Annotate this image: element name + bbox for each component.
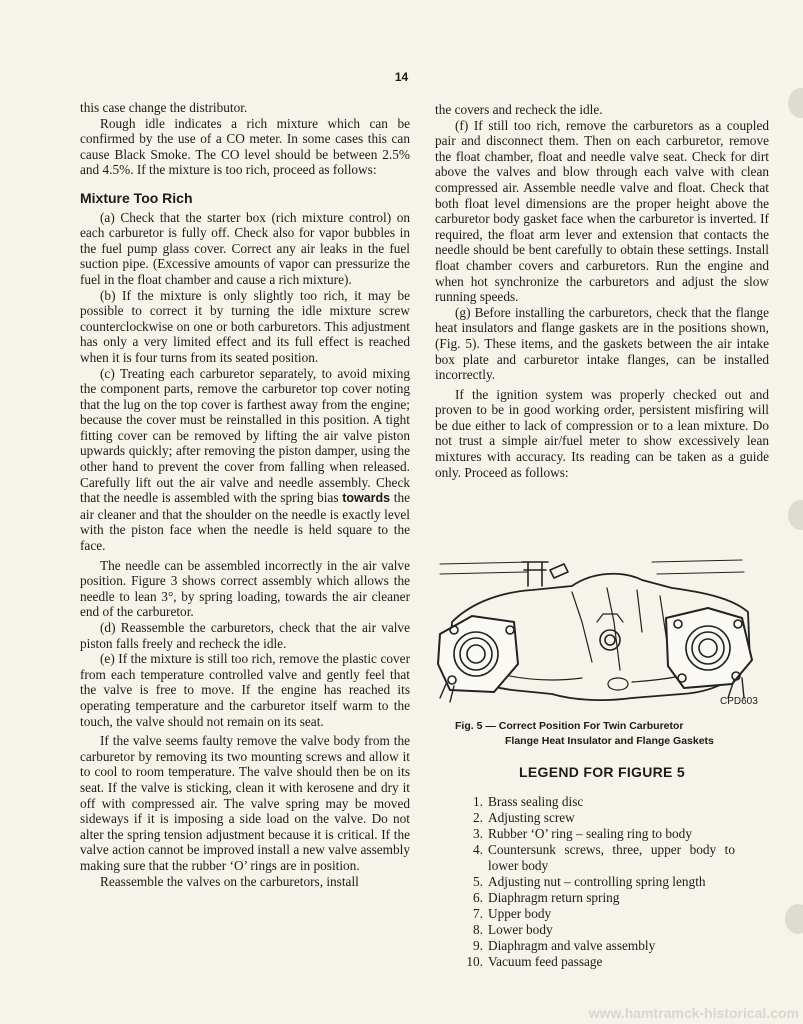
legend-item-text: Brass sealing disc bbox=[488, 794, 584, 809]
legend-item-number: 5. bbox=[473, 873, 483, 889]
legend-item-number: 9. bbox=[473, 938, 483, 954]
legend-item-number: 7. bbox=[473, 906, 483, 922]
legend-item-text: Countersunk screws, three, upper body to lower body bbox=[488, 842, 735, 873]
legend-title: LEGEND FOR FIGURE 5 bbox=[519, 764, 685, 780]
legend-list bbox=[455, 794, 735, 971]
binder-hole bbox=[785, 904, 803, 934]
carburetor-flange-drawing bbox=[432, 552, 764, 712]
section-heading: Mixture Too Rich bbox=[80, 189, 193, 206]
legend-item-number: 6. bbox=[473, 890, 483, 906]
legend-item-number: 2. bbox=[473, 810, 483, 826]
legend-item-number: 8. bbox=[473, 922, 483, 938]
legend-item-text: Upper body bbox=[488, 906, 552, 922]
paragraph: (f) If still too rich, remove the carburetors as a coupled pair and disconnect them. Then on each carburetor, remove the float chamber, float and needle valve seat. Check for dirt above the valves and blow through each valve with clean compressed air. Assemble needle valve and float. Check that both float level dimensions are the proper height above the carburetor body gasket face when the carburetor is inverted. If required, the float arm lever and extension that contacts the needle should be bent carefully to obtain these settings. Install float chamber covers and carburetors. Run the engine and when hot synchronize the carburetors and adjust the slow running speeds. bbox=[435, 117, 769, 305]
legend-item-number: 1. bbox=[473, 794, 483, 809]
paragraph: Rough idle indicates a rich mixture which can be confirmed by the use of a CO meter. In some cases this can cause Black Smoke. The CO level should be between 2.5% and 4.5%. If the mixture is too rich, proceed as follows: bbox=[80, 115, 410, 178]
legend-item bbox=[455, 890, 735, 906]
legend-item bbox=[455, 810, 735, 826]
paragraph: the covers and recheck the idle. bbox=[435, 102, 603, 117]
legend-item bbox=[455, 954, 735, 970]
legend-item bbox=[455, 874, 735, 890]
page-number: 14 bbox=[394, 70, 409, 84]
paragraph-text: (c) Treating each carburetor separately, to avoid mixing the component parts, remove the carburetor top cover noting that the lug on the top cover is farthest away from the engine; because the cover must be reinstalled in this position. A tight fitting cover can be removed by lifting the air valve piston upwards quickly; after removing the piston damper, using the other hand to prevent the cover from falling when released. Carefully lift out the air valve and needle assembly. Check that the needle is assembled with the spring bias bbox=[80, 365, 410, 506]
paragraph: (d) Reassemble the carburetors, check that the air valve piston falls freely and recheck the idle. bbox=[80, 620, 410, 651]
legend-item-text: Diaphragm return spring bbox=[488, 890, 620, 906]
legend-item bbox=[455, 938, 735, 954]
legend-item bbox=[455, 906, 735, 922]
paragraph: (g) Before installing the carburetors, check that the flange heat insulators and flange gaskets are in the positions shown, (Fig. 5). These items, and the gaskets between the air intake box plate and carburetor intake flanges, can be installed incorrectly. bbox=[435, 304, 769, 383]
legend-item bbox=[455, 826, 735, 842]
legend-item-text: Adjusting screw bbox=[488, 810, 575, 826]
legend-item-text: Diaphragm and valve assembly bbox=[488, 938, 656, 954]
watermark: www.hamtramck-historical.com bbox=[588, 1005, 799, 1021]
paragraph bbox=[80, 366, 410, 554]
figure-caption bbox=[455, 719, 755, 749]
paragraph: (b) If the mixture is only slightly too rich, it may be possible to correct it by turning the idle mixture screw counterclockwise on one or both carburetors. This adjustment has only a very limited effect and its full effect is reached when it is four turns from its seated position. bbox=[80, 287, 410, 365]
legend-item bbox=[455, 842, 735, 873]
legend-item bbox=[455, 922, 735, 938]
figure-caption-line: Fig. 5 — Correct Position For Twin Carburetor bbox=[455, 720, 684, 732]
paragraph: Reassemble the valves on the carburetors, install bbox=[100, 873, 359, 889]
figure-5-illustration bbox=[432, 552, 764, 712]
emphasis-text: towards bbox=[342, 491, 391, 506]
paragraph: (e) If the mixture is still too rich, remove the plastic cover from each temperature controlled valve and gently feel that the valve is free to move. If the engine has reached its operating temperature and the carburetor itself warm to the touch, the valve should not remain on its seat. bbox=[80, 651, 410, 729]
left-column bbox=[80, 100, 410, 889]
legend-item-number: 10. bbox=[466, 954, 483, 970]
legend-item bbox=[455, 794, 735, 810]
paragraph: If the ignition system was properly checked out and proven to be in good working order, persistent misfiring will be due either to lack of compression or to a lean mixture. Do not trust a simple air/fuel meter to show excessively lean mixtures with accuracy. Its reading can be taken as a guide only. Proceed as follows: bbox=[435, 386, 769, 480]
legend-item-text: Adjusting nut – controlling spring length bbox=[488, 873, 706, 889]
figure-code: CPD603 bbox=[720, 696, 758, 707]
legend-item-text: Rubber ‘O’ ring – sealing ring to body bbox=[488, 826, 692, 842]
legend-item-text: Lower body bbox=[488, 922, 553, 938]
paragraph: If the valve seems faulty remove the valve body from the carburetor by removing its two mounting screws and allow it to cool to room temperature. The valve should then be on its seat. If the valve is sticking, clean it with kerosene and dry it off with compressed air. The valve spring may be moved sideways if it is imposing a side load on the valve. Do not alter the spring tension adjustment because it is critical. If the valve action cannot be improved install a new valve assembly making sure that the rubber ‘O’ rings are in position. bbox=[80, 733, 410, 873]
legend-item-number: 4. bbox=[473, 842, 483, 858]
figure-caption-line: Flange Heat Insulator and Flange Gaskets bbox=[505, 735, 714, 747]
legend-item-number: 3. bbox=[473, 826, 483, 842]
paragraph: this case change the distributor. bbox=[80, 100, 248, 115]
paragraph: The needle can be assembled incorrectly in the air valve position. Figure 3 shows correct assembly which allows the needle to lean 3°, by spring loading, towards the air cleaner end of the carburetor. bbox=[80, 557, 410, 620]
paragraph: (a) Check that the starter box (rich mixture control) on each carburetor is fully off. Check also for vapor bubbles in the fuel pump glass cover. Correct any air leaks in the fuel suction pipe. (Excessive amounts of vapor can pressurize the fuel in the float chamber and cause a rich mixture). bbox=[80, 209, 410, 287]
legend-item-text: Vacuum feed passage bbox=[488, 954, 603, 970]
right-column bbox=[435, 102, 769, 480]
binder-hole bbox=[788, 500, 803, 530]
binder-hole bbox=[788, 88, 803, 118]
paragraph-text: the air cleaner and that the shoulder on the needle is exactly level with the piston face when the needle is held square to the face. bbox=[80, 490, 411, 554]
